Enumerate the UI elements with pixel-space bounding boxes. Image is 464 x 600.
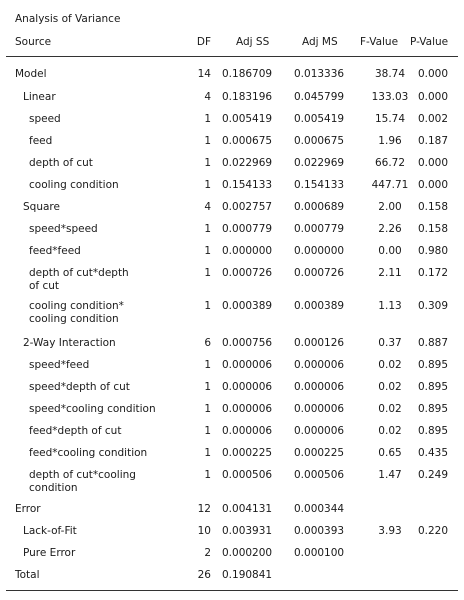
cell-adj-ms: 0.000006 (294, 425, 345, 437)
cell-df: 1 (204, 381, 211, 393)
cell-source: depth of cut*cooling condition (29, 469, 136, 494)
cell-df: 1 (204, 157, 211, 169)
table-row (0, 135, 464, 159)
table-row (0, 359, 464, 383)
cell-df: 4 (204, 201, 211, 213)
cell-df: 1 (204, 113, 211, 125)
cell-f-value: 1.13 (378, 300, 402, 312)
cell-df: 2 (204, 547, 211, 559)
cell-p-value: 0.187 (417, 135, 449, 147)
table-row (0, 157, 464, 181)
cell-source: Linear (23, 91, 56, 103)
cell-p-value: 0.895 (417, 381, 449, 393)
cell-source: Lack-of-Fit (23, 525, 77, 537)
cell-source: feed (29, 135, 53, 147)
cell-f-value: 2.11 (378, 267, 402, 279)
cell-p-value: 0.887 (417, 337, 449, 349)
cell-df: 6 (204, 337, 211, 349)
bottom-rule (6, 590, 458, 591)
cell-adj-ss: 0.000225 (222, 447, 273, 459)
cell-p-value: 0.158 (417, 223, 449, 235)
cell-source: speed*cooling condition (29, 403, 156, 415)
cell-p-value: 0.249 (417, 469, 449, 481)
cell-adj-ms: 0.000006 (294, 359, 345, 371)
cell-f-value: 2.26 (378, 223, 402, 235)
cell-adj-ss: 0.005419 (222, 113, 273, 125)
table-title: Analysis of Variance (15, 13, 121, 25)
cell-source: feed*depth of cut (29, 425, 122, 437)
cell-f-value: 0.02 (378, 425, 402, 437)
table-row (0, 381, 464, 405)
cell-p-value: 0.002 (417, 113, 449, 125)
table-row (0, 113, 464, 137)
header-p-value: P-Value (410, 36, 449, 48)
cell-p-value: 0.000 (417, 68, 449, 80)
cell-f-value: 38.74 (374, 68, 406, 80)
table-row (0, 503, 464, 527)
table-row (0, 447, 464, 471)
header-f-value: F-Value (360, 36, 399, 48)
cell-p-value: 0.220 (417, 525, 449, 537)
cell-source: speed*speed (29, 223, 98, 235)
cell-source: cooling condition (29, 179, 119, 191)
cell-p-value: 0.172 (417, 267, 449, 279)
header-rule (6, 56, 458, 57)
cell-adj-ss: 0.000675 (222, 135, 273, 147)
cell-f-value: 133.03 (371, 91, 409, 103)
cell-df: 1 (204, 403, 211, 415)
cell-adj-ms: 0.154133 (294, 179, 345, 191)
header-adj-ss: Adj SS (236, 36, 270, 48)
cell-source: depth of cut*depth of cut (29, 267, 129, 292)
cell-source: Pure Error (23, 547, 76, 559)
header-source: Source (15, 36, 52, 48)
cell-adj-ss: 0.022969 (222, 157, 273, 169)
cell-df: 4 (204, 91, 211, 103)
cell-f-value: 0.00 (378, 245, 402, 257)
cell-adj-ss: 0.154133 (222, 179, 273, 191)
cell-adj-ss: 0.186709 (222, 68, 273, 80)
cell-f-value: 0.02 (378, 381, 402, 393)
cell-source: feed*cooling condition (29, 447, 148, 459)
cell-adj-ms: 0.000344 (294, 503, 345, 515)
cell-df: 1 (204, 135, 211, 147)
table-row (0, 547, 464, 571)
table-row (0, 91, 464, 115)
cell-adj-ss: 0.000006 (222, 381, 273, 393)
cell-adj-ss: 0.000506 (222, 469, 273, 481)
cell-f-value: 0.65 (378, 447, 402, 459)
cell-source: feed*feed (29, 245, 81, 257)
cell-adj-ms: 0.000389 (294, 300, 345, 312)
cell-adj-ms: 0.000506 (294, 469, 345, 481)
cell-adj-ms: 0.000726 (294, 267, 345, 279)
cell-df: 1 (204, 245, 211, 257)
cell-p-value: 0.895 (417, 359, 449, 371)
cell-p-value: 0.000 (417, 157, 449, 169)
cell-p-value: 0.895 (417, 425, 449, 437)
cell-f-value: 3.93 (378, 525, 402, 537)
cell-adj-ms: 0.000225 (294, 447, 345, 459)
cell-p-value: 0.000 (417, 179, 449, 191)
cell-source: Square (23, 201, 60, 213)
cell-adj-ms: 0.045799 (294, 91, 345, 103)
table-row (0, 267, 464, 291)
cell-adj-ss: 0.000726 (222, 267, 273, 279)
cell-adj-ss: 0.000006 (222, 359, 273, 371)
table-row (0, 525, 464, 549)
cell-df: 1 (204, 179, 211, 191)
table-row (0, 223, 464, 247)
cell-adj-ss: 0.000756 (222, 337, 273, 349)
cell-adj-ms: 0.000100 (294, 547, 345, 559)
cell-source: cooling condition* cooling condition (29, 300, 124, 325)
cell-adj-ms: 0.022969 (294, 157, 345, 169)
cell-source: Error (15, 503, 41, 515)
cell-adj-ms: 0.000393 (294, 525, 345, 537)
cell-source: speed*depth of cut (29, 381, 130, 393)
cell-adj-ms: 0.005419 (294, 113, 345, 125)
header-adj-ms: Adj MS (302, 36, 338, 48)
table-row (0, 245, 464, 269)
cell-adj-ms: 0.013336 (294, 68, 345, 80)
cell-adj-ms: 0.000675 (294, 135, 345, 147)
cell-df: 1 (204, 447, 211, 459)
cell-adj-ss: 0.000779 (222, 223, 273, 235)
cell-adj-ss: 0.000200 (222, 547, 273, 559)
header-df: DF (196, 36, 211, 48)
cell-f-value: 0.37 (378, 337, 402, 349)
table-row (0, 469, 464, 493)
cell-f-value: 1.47 (378, 469, 402, 481)
cell-adj-ss: 0.190841 (222, 569, 273, 581)
cell-df: 1 (204, 223, 211, 235)
cell-f-value: 447.71 (371, 179, 409, 191)
cell-df: 26 (197, 569, 211, 581)
cell-f-value: 66.72 (374, 157, 406, 169)
table-row (0, 201, 464, 225)
cell-source: depth of cut (29, 157, 93, 169)
cell-source: Total (15, 569, 40, 581)
cell-adj-ss: 0.003931 (222, 525, 273, 537)
cell-df: 1 (204, 469, 211, 481)
cell-p-value: 0.980 (417, 245, 449, 257)
table-row (0, 179, 464, 203)
cell-df: 1 (204, 267, 211, 279)
table-row (0, 425, 464, 449)
table-row (0, 300, 464, 324)
cell-f-value: 15.74 (374, 113, 406, 125)
table-row (0, 68, 464, 92)
cell-p-value: 0.895 (417, 403, 449, 415)
cell-p-value: 0.435 (417, 447, 449, 459)
cell-adj-ms: 0.000006 (294, 403, 345, 415)
cell-df: 10 (197, 525, 211, 537)
cell-adj-ss: 0.000389 (222, 300, 273, 312)
cell-adj-ss: 0.004131 (222, 503, 273, 515)
cell-source: 2-Way Interaction (23, 337, 116, 349)
cell-adj-ms: 0.000689 (294, 201, 345, 213)
cell-adj-ms: 0.000779 (294, 223, 345, 235)
cell-f-value: 2.00 (378, 201, 402, 213)
cell-f-value: 0.02 (378, 403, 402, 415)
cell-p-value: 0.309 (417, 300, 449, 312)
cell-p-value: 0.158 (417, 201, 449, 213)
cell-adj-ss: 0.000006 (222, 403, 273, 415)
cell-adj-ss: 0.000006 (222, 425, 273, 437)
cell-df: 12 (197, 503, 211, 515)
cell-f-value: 1.96 (378, 135, 402, 147)
cell-adj-ms: 0.000000 (294, 245, 345, 257)
cell-adj-ss: 0.000000 (222, 245, 273, 257)
cell-df: 1 (204, 300, 211, 312)
cell-adj-ss: 0.002757 (222, 201, 273, 213)
cell-p-value: 0.000 (417, 91, 449, 103)
cell-adj-ms: 0.000006 (294, 381, 345, 393)
cell-source: speed*feed (29, 359, 90, 371)
cell-df: 1 (204, 359, 211, 371)
cell-adj-ss: 0.183196 (222, 91, 273, 103)
cell-source: speed (29, 113, 61, 125)
cell-df: 14 (197, 68, 211, 80)
cell-source: Model (15, 68, 47, 80)
table-row (0, 403, 464, 427)
cell-adj-ms: 0.000126 (294, 337, 345, 349)
cell-f-value: 0.02 (378, 359, 402, 371)
cell-df: 1 (204, 425, 211, 437)
table-row (0, 337, 464, 361)
